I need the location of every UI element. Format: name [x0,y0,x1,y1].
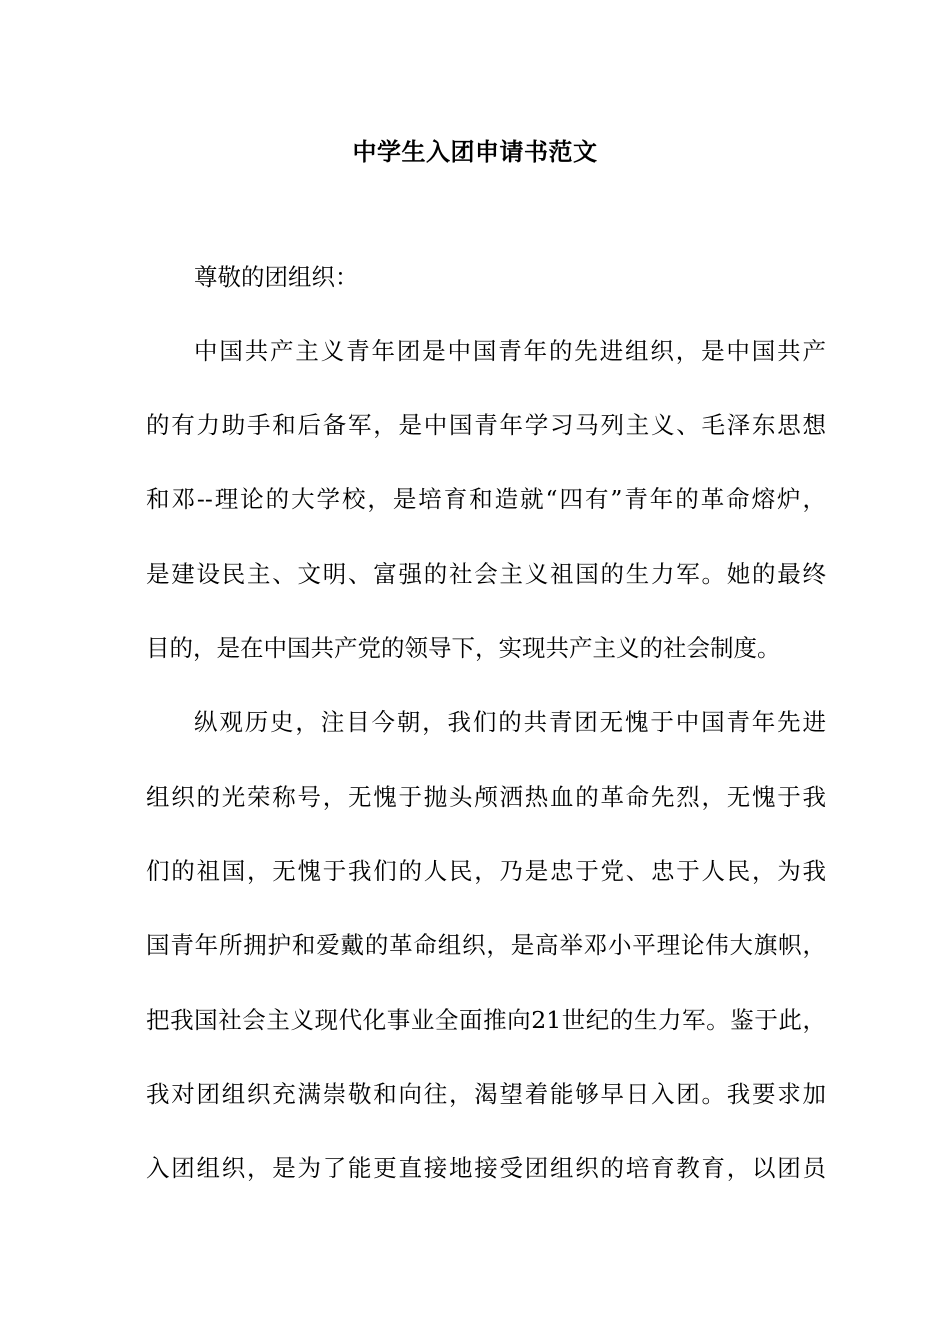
paragraph-line: 的有力助手和后备军，是中国青年学习马列主义、毛泽东思想 [146,411,826,439]
document-title: 中学生入团申请书范文 [352,137,598,166]
paragraph-line: 入团组织，是为了能更直接地接受团组织的培育教育，以团员 [146,1154,826,1182]
paragraph-line: 是建设民主、文明、富强的社会主义祖国的生力军。她的最终 [146,560,826,588]
paragraph-line: 和邓--理论的大学校，是培育和造就“四有”青年的革命熔炉， [146,485,826,513]
paragraph-line: 中国共产主义青年团是中国青年的先进组织，是中国共产 [194,337,826,365]
paragraph-line: 国青年所拥护和爱戴的革命组织，是高举邓小平理论伟大旗帜， [146,931,826,959]
salutation: 尊敬的团组织： [194,263,359,291]
paragraph-line: 把我国社会主义现代化事业全面推向21世纪的生力军。鉴于此， [146,1006,826,1034]
paragraph-line: 我对团组织充满崇敬和向往，渴望着能够早日入团。我要求加 [146,1080,826,1108]
paragraph-line: 组织的光荣称号，无愧于抛头颅洒热血的革命先烈，无愧于我 [146,783,826,811]
paragraph-line: 目的，是在中国共产党的领导下，实现共产主义的社会制度。 [146,634,781,662]
paragraph-line: 们的祖国，无愧于我们的人民，乃是忠于党、忠于人民，为我 [146,857,826,885]
paragraph-line: 纵观历史，注目今朝，我们的共青团无愧于中国青年先进 [194,708,826,736]
